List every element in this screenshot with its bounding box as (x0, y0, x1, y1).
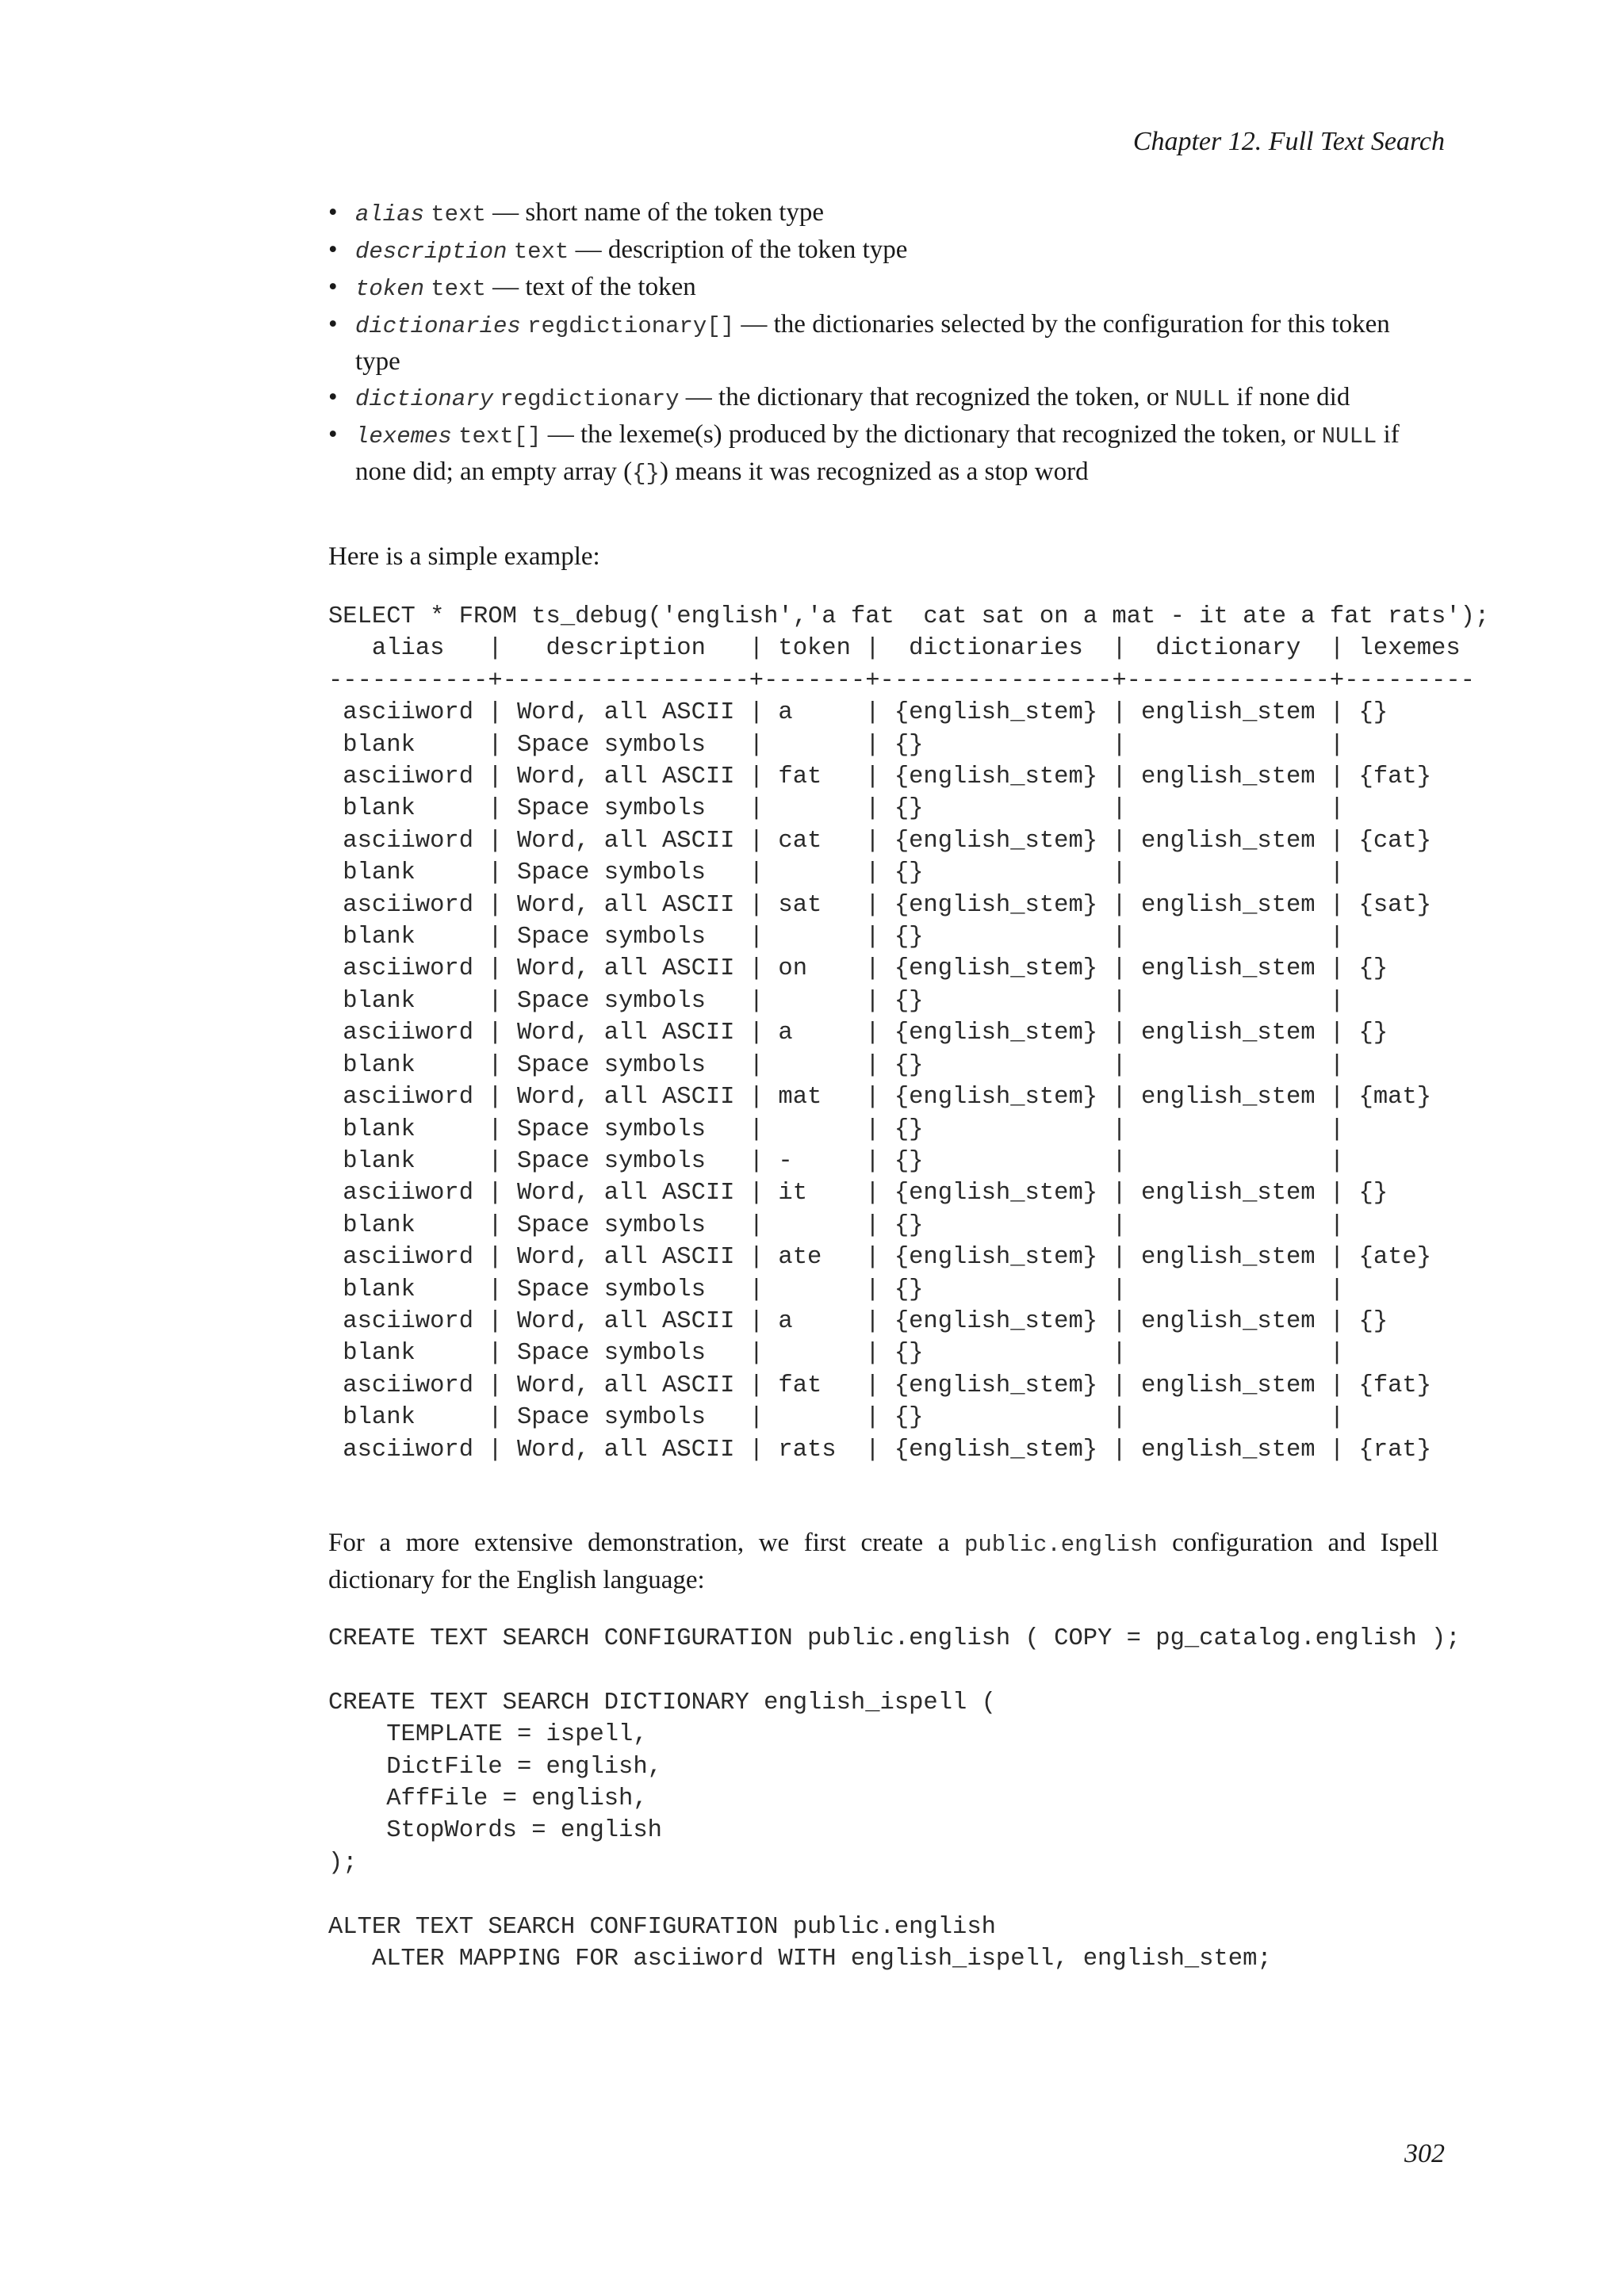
ts-debug-example-code: SELECT * FROM ts_debug('english','a fat cat sat on a mat - it ate a fat rats'); alias | description | token | dictionaries | dictionary | lexemes -----------+-----------------+-------+----------------+--------------+--------- asciiword | Word, all ASCII | a | {english_stem} | english_stem | {} blank | Space symbols | | {} | | asciiword | Word, all ASCII | fat | {english_stem} | english_stem | {fat} blank | Space symbols | | {} | | asciiword | Word, all ASCII | cat | {english_stem} | english_stem | {cat} blank | Space symbols | | {} | | asciiword | Word, all ASCII | sat | {english_stem} | english_stem | {sat} blank | Space symbols | | {} | | asciiword | Word, all ASCII | on | {english_stem} | english_stem | {} blank | Space symbols | | {} | | asciiword | Word, all ASCII | a | {english_stem} | english_stem | {} blank | Space symbols | | {} | | asciiword | Word, all ASCII | mat | {english_stem} | english_stem | {mat} blank | Space symbols | | {} | | blank | Space symbols | - | {} | | asciiword | Word, all ASCII | it | {english_stem} | english_stem | {} blank | Space symbols | | {} | | asciiword | Word, all ASCII | ate | {english_stem} | english_stem | {ate} blank | Space symbols | | {} | | asciiword | Word, all ASCII | a | {english_stem} | english_stem | {} blank | Space symbols | | {} | | asciiword | Word, all ASCII | fat | {english_stem} | english_stem | {fat} blank | Space symbols | | {} | | asciiword | Word, all ASCII | rats | {english_stem} | english_stem | {rat} (328, 603, 1490, 1464)
demo-paragraph (328, 1525, 1438, 1598)
config-name: public.english (963, 1532, 1158, 1558)
param-description: — the lexeme(s) produced by the dictionary that recognized the token, or (541, 420, 1322, 449)
param-name: dictionary (355, 386, 494, 412)
demo-text-before: For a more extensive demonstration, we first create a (328, 1529, 964, 1557)
param-type: text[] (458, 423, 542, 450)
empty-array-literal: {} (632, 461, 660, 487)
param-name: lexemes (355, 423, 452, 450)
param-type: regdictionary (500, 386, 680, 412)
param-description: — the dictionaries selected by the configuration for this token type (355, 310, 1390, 376)
param-type: text (431, 201, 486, 228)
example-intro: Here is a simple example: (328, 542, 600, 571)
param-description-end: ) means it was recognized as a stop word (659, 457, 1089, 486)
list-item (328, 307, 1438, 380)
param-description-tail: if none did; an empty array ( (355, 420, 1400, 486)
param-type: regdictionary[] (527, 313, 735, 339)
param-name: description (355, 239, 508, 265)
param-type: text (431, 276, 486, 302)
list-item (328, 380, 1438, 417)
param-name: dictionaries (355, 313, 521, 339)
page-number: 302 (1404, 2139, 1445, 2168)
create-config-code: CREATE TEXT SEARCH CONFIGURATION public.english ( COPY = pg_catalog.english ); CREATE TEXT SEARCH DICTIONARY english_ispell ( TEMPLATE = ispell, DictFile = english, AffFile = english, StopWords = english ); ALTER TEXT SEARCH CONFIGURATION public.english ALTER MAPPING FOR asciiword WITH english_ispell, english_stem; (328, 1625, 1461, 1973)
param-description: — description of the token type (569, 235, 908, 264)
param-description: — short name of the token type (485, 198, 825, 227)
list-item (328, 270, 1438, 307)
null-literal: NULL (1174, 386, 1231, 412)
list-item (328, 232, 1438, 270)
list-item (328, 195, 1438, 232)
param-name: alias (355, 201, 425, 228)
param-description: — text of the token (485, 273, 696, 301)
demo-text-after: configuration and Ispell dictionary for the English language: (328, 1529, 1438, 1594)
param-description: — the dictionary that recognized the token, or (679, 383, 1175, 411)
param-name: token (355, 276, 425, 302)
param-type: text (513, 239, 569, 265)
column-list (328, 195, 1438, 492)
list-item (328, 417, 1438, 492)
null-literal: NULL (1321, 423, 1377, 450)
param-description-tail: if none did (1230, 383, 1350, 411)
chapter-header: Chapter 12. Full Text Search (1132, 127, 1445, 156)
